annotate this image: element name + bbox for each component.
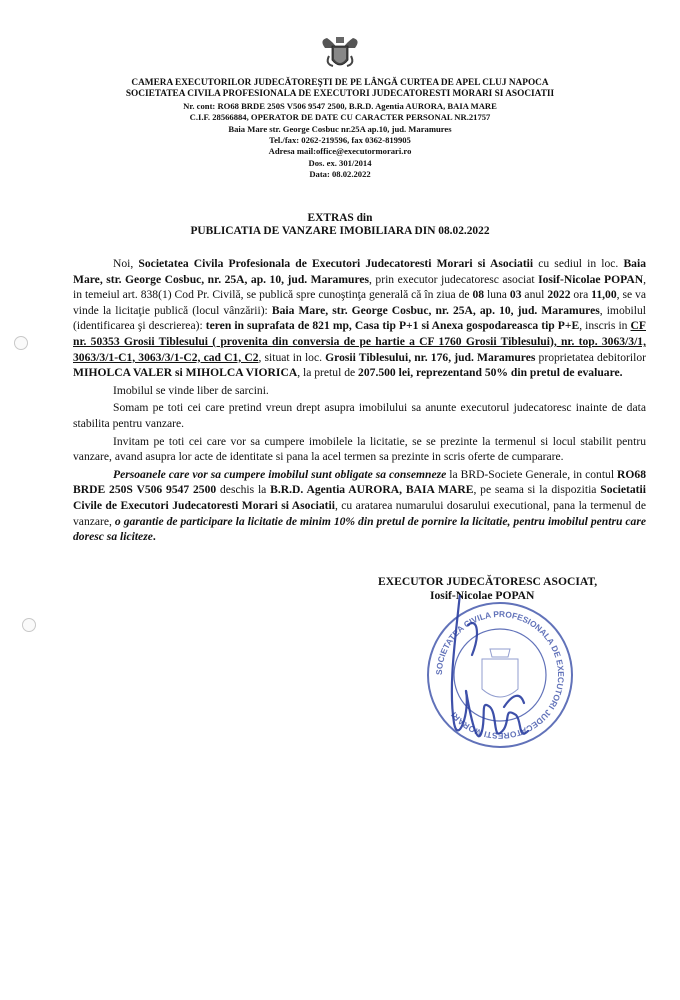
letterhead (60, 78, 620, 181)
header-line-3: Nr. cont: RO68 BRDE 250S V506 9547 2500, B.R.D. Agentia AURORA, BAIA MARE (183, 100, 497, 111)
document-body (73, 256, 646, 545)
text-run: Baia Mare, str. George Cosbuc, nr. 25A, ap. 10, jud. Maramures (73, 257, 646, 286)
text-run: 207.500 lei, reprezentand 50% din pretul de evaluare. (358, 366, 623, 380)
paragraph-announcement (73, 256, 646, 381)
text-run: cu sediul in loc. (533, 257, 624, 270)
signature-name: Iosif-Nicolae POPAN (430, 589, 535, 602)
text-run: Iosif-Nicolae POPAN (538, 272, 644, 286)
header-line-1: CAMERA EXECUTORILOR JUDECĂTOREŞTI DE PE LÂNGĂ CURTEA DE APEL CLUJ NAPOCA (131, 78, 549, 88)
text-run: , in temeiul art. 838(1) Cod Pr. Civilă, se publică spre cunoştinţa generală că în ziua de (73, 272, 646, 302)
text-run: 08 (472, 288, 485, 302)
scan-punch-hole (14, 336, 28, 350)
text-run: deschis la (216, 483, 271, 497)
title-publicatie: PUBLICATIA DE VANZARE IMOBILIARA DIN 08.02.2022 (190, 225, 490, 237)
text-run: ora (570, 288, 592, 302)
header-line-4: C.I.F. 28566884, OPERATOR DE DATE CU CARACTER PERSONAL NR.21757 (189, 112, 491, 123)
text-run: 11,00 (591, 288, 617, 302)
header-line-5: Baia Mare str. George Cosbuc nr.25A ap.10, jud. Maramures (228, 123, 452, 134)
text-run: , la pretul de (297, 366, 359, 380)
text-run: B.R.D. Agentia AURORA, BAIA MARE (270, 483, 474, 497)
text-run: la BRD-Societe Generale, in contul (446, 467, 618, 481)
header-line-2: SOCIETATEA CIVILA PROFESIONALA DE EXECUTORI JUDECATORESTI MORARI SI ASOCIATII (125, 89, 555, 100)
header-line-7: Adresa mail:office@executormorari.ro (268, 146, 412, 157)
text-run: Grosii Tiblesului, nr. 176, jud. Maramures (325, 350, 536, 364)
text-run: o garantie de participare la licitatie de minim 10% din pretul de pornire la licitatie, pentru imobilul pentru care doresc sa liciteze (73, 514, 646, 544)
text-run: CF nr. 50353 Grosii Tiblesului ( provenita din conversia de pe hartie a CF 1760 Grosii Tiblesului), nr. top. 3063/3/1, 3063/3/1-C1, 3063/3/1-C2, cad C1, C2 (73, 319, 646, 364)
text-run: anul (521, 288, 548, 302)
text-run: Societatii Civile de Executori Judecatoresti Morari si Asociatii (73, 483, 646, 512)
paragraph-invitation: Invitam pe toti cei care vor sa cumpere imobilele la licitatie, se se prezinte la termenul si locul stabilit pentru vanzare, avand asupra lor acte de identitate si pana la acel termen sa prezinte in scris oferte de cumparare. (73, 434, 646, 464)
text-run: 2022 (547, 288, 571, 302)
paragraph-summons: Somam pe toti cei care pretind vreun drept asupra imobilului sa anunte executorul judecatoresc inainte de data stabilita pentru vanzare. (73, 401, 646, 430)
title-extras: EXTRAS din (307, 212, 373, 224)
text-run: Persoanele care vor sa cumpere imobilul sunt obligate sa consemneze (113, 467, 447, 481)
text-run: . (152, 530, 156, 544)
text-run: , inscris in (579, 319, 631, 333)
text-run: proprietatea debitorilor (535, 350, 646, 364)
text-run: 03 (509, 288, 522, 302)
text-run: , pe seama si la dispozitia (473, 483, 601, 497)
scan-punch-hole (22, 618, 36, 632)
header-line-6: Tel./fax: 0262-219596, fax 0362-819905 (269, 135, 411, 146)
text-run: , situat in loc. (258, 350, 326, 364)
header-line-8: Dos. ex. 301/2014 (308, 157, 372, 168)
text-run: , prin executor judecatoresc asociat (369, 272, 539, 286)
text-run: teren in suprafata de 821 mp, Casa tip P+1 si Anexa gospodareasca tip P+E (205, 319, 580, 333)
signature-title: EXECUTOR JUDECĂTORESC ASOCIAT, (378, 575, 598, 588)
text-run: RO68 BRDE 250S V506 9547 2500 (73, 467, 647, 497)
text-run: , cu aratarea numarului dosarului executional, pana la termenul de vanzare, (73, 498, 646, 528)
text-run: Societatea Civila Profesionala de Executori Judecatoresti Morari si Asociatii (138, 257, 534, 270)
text-run: Noi, (113, 257, 139, 270)
stamp-text: SOCIETATEA CIVILA PROFESIONALA DE EXECUTORI JUDECATORESTI MORARI (433, 608, 567, 742)
text-run: MIHOLCA VALER si MIHOLCA VIORICA (73, 366, 298, 380)
document-titles (60, 212, 620, 238)
text-run: luna (484, 288, 510, 302)
text-run: , imobilul (identificarea şi descrierea): (73, 303, 647, 333)
text-run: , se va vinde la licitaţie publică (locul vânzării): (73, 288, 646, 317)
header-line-9: Data: 08.02.2022 (309, 169, 371, 180)
coat-of-arms-icon (315, 34, 365, 74)
paragraph-guarantee (73, 467, 646, 545)
official-stamp-icon (420, 595, 580, 755)
text-run: Baia Mare, str. George Cosbuc, nr. 25A, ap. 10, jud. Maramures (271, 303, 600, 317)
paragraph-encumbrances: Imobilul se vinde liber de sarcini. (113, 383, 269, 397)
